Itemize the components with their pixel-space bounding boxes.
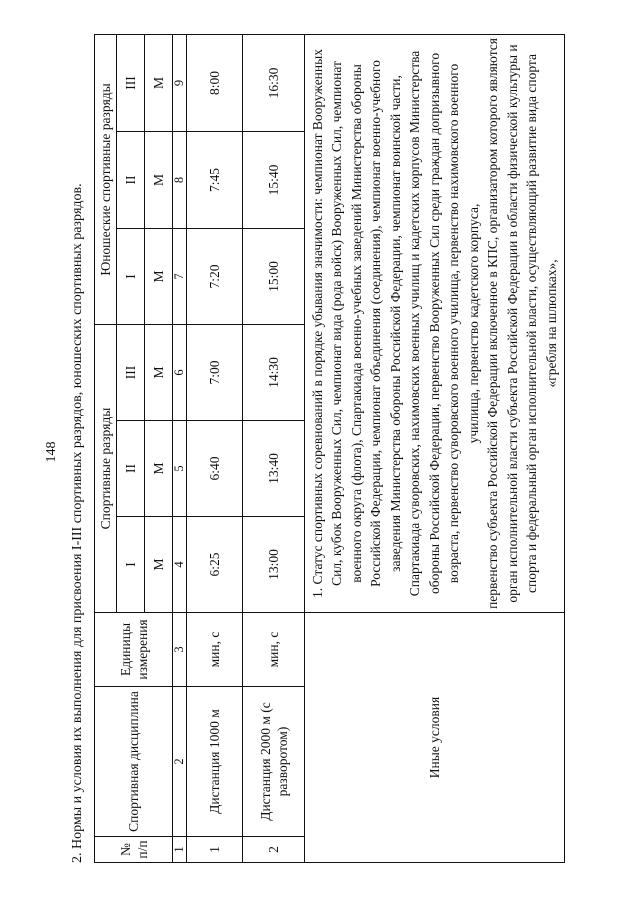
value-cell: 7:45 bbox=[187, 131, 243, 228]
gender-label: М bbox=[145, 324, 173, 420]
other-conditions-label: Иные условия bbox=[305, 613, 565, 863]
row-number: 2 bbox=[243, 837, 305, 863]
column-number: 8 bbox=[173, 131, 187, 228]
gender-label: М bbox=[145, 131, 173, 228]
column-number: 2 bbox=[173, 687, 187, 837]
column-number: 3 bbox=[173, 613, 187, 687]
column-number: 4 bbox=[173, 517, 187, 613]
value-cell: 7:20 bbox=[187, 228, 243, 324]
rank-label: III bbox=[117, 34, 145, 131]
header-num: № п/п bbox=[95, 837, 173, 863]
header-sport-ranks: Спортивные разряды bbox=[95, 324, 117, 612]
value-cell: 8:00 bbox=[187, 34, 243, 131]
rank-label: II bbox=[117, 131, 145, 228]
table-row bbox=[187, 34, 243, 862]
unit-cell: мин, с bbox=[187, 613, 243, 687]
value-cell: 13:40 bbox=[243, 421, 305, 517]
page-number: 148 bbox=[44, 441, 59, 463]
rank-label: I bbox=[117, 517, 145, 613]
header-youth-ranks: Юношеские спортивные разряды bbox=[95, 34, 117, 324]
value-cell: 15:00 bbox=[243, 228, 305, 324]
gender-label: М bbox=[145, 517, 173, 613]
rank-label: II bbox=[117, 421, 145, 517]
rank-label: I bbox=[117, 228, 145, 324]
column-number: 6 bbox=[173, 324, 187, 420]
value-cell: 6:25 bbox=[187, 517, 243, 613]
document-heading: 2. Нормы и условия их выполнения для присвоения I-III спортивных разрядов, юношеских спортивных разрядов. bbox=[70, 183, 85, 863]
gender-label: М bbox=[145, 421, 173, 517]
norms-table bbox=[94, 34, 565, 863]
discipline-name: Дистанция 2000 м (с разворотом) bbox=[243, 687, 305, 837]
column-number: 5 bbox=[173, 421, 187, 517]
rotated-content bbox=[70, 35, 562, 863]
other-conditions-paragraph: 1. Статус спортивных соревнований в порядке убывания значимости: чемпионат Вооруженных Сил, кубок Вооруженных Сил, чемпионат вида (рода войск) Вооруженных Сил, чемпионат военного округа (флота), Спартакиада военно-учебных заведений Министерства обороны Российской Федерации, чемпионат объединения (соединения), чемпионат военно-учебного заведения Министерства обороны Российской Федерации, чемпионат воинской части, Спартакиада суворовских, нахимовских военных училищ и кадетских корпусов Министерства обороны Российской Федерации, первенство Вооруженных Сил среди граждан допризывного возраста, первенство суворовского военного училища, первенство нахимовского военного училища, первенство кадетского корпуса, bbox=[309, 49, 481, 598]
value-cell: 7:00 bbox=[187, 324, 243, 420]
gender-label: М bbox=[145, 228, 173, 324]
value-cell: 15:40 bbox=[243, 131, 305, 228]
value-cell: 13:00 bbox=[243, 517, 305, 613]
other-conditions-row bbox=[305, 34, 565, 862]
column-number: 9 bbox=[173, 34, 187, 131]
row-number: 1 bbox=[187, 837, 243, 863]
header-discipline: Спортивная дисциплина bbox=[95, 687, 173, 837]
rank-label: III bbox=[117, 324, 145, 420]
header-units: Единицы измерения bbox=[95, 613, 173, 687]
column-number: 1 bbox=[173, 837, 187, 863]
column-number: 7 bbox=[173, 228, 187, 324]
value-cell: 16:30 bbox=[243, 34, 305, 131]
discipline-name: Дистанция 1000 м bbox=[187, 687, 243, 837]
gender-label: М bbox=[145, 34, 173, 131]
unit-cell: мин, с bbox=[243, 613, 305, 687]
value-cell: 14:30 bbox=[243, 324, 305, 420]
table-row bbox=[243, 34, 305, 862]
value-cell: 6:40 bbox=[187, 421, 243, 517]
other-conditions-text bbox=[305, 34, 565, 612]
other-conditions-paragraph: первенство субъекта Российской Федерации включенное в КПС, организатором которого являются орган исполнительной власти субъекта Российской Федерации в области физической культуры и спорта и федеральный орган исполнительной власти, осуществляющий развитие вида спорта «гребля на шлюпках», bbox=[485, 38, 559, 609]
